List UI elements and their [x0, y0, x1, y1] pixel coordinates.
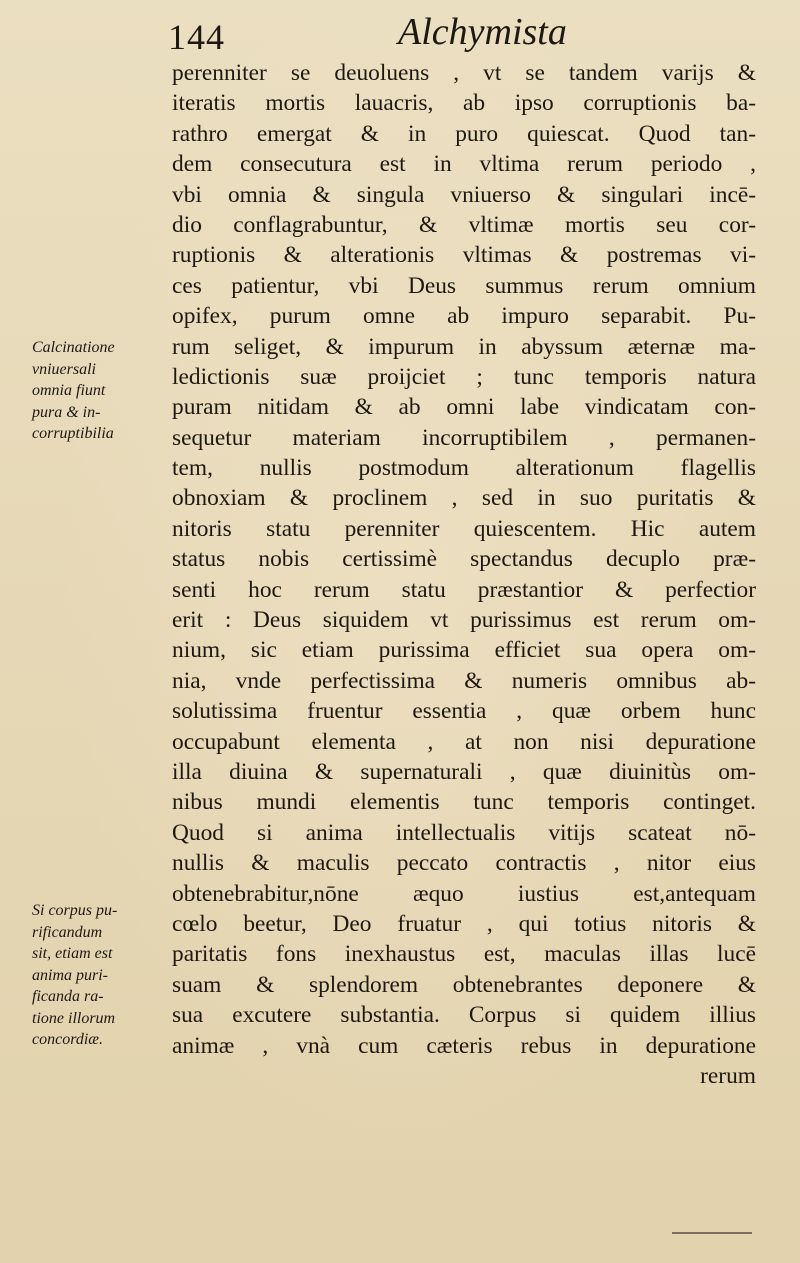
margin-note-line: vniuersali	[32, 360, 96, 378]
text-line: sequetur materiam incorruptibilem , permanen-	[172, 424, 756, 451]
text-line: rathro emergat & in puro quiescat. Quod tan-	[172, 120, 756, 147]
catchword: rerum	[700, 1062, 756, 1089]
margin-note-line: Si corpus pu-	[32, 902, 118, 919]
text-line: nibus mundi elementis tunc temporis continget.	[172, 789, 756, 816]
text-line: ledictionis suæ proijciet ; tunc temporis natura	[172, 363, 756, 390]
text-line: perenniter se deuoluens , vt se tandem varijs &	[172, 60, 756, 86]
text-line: status nobis certissimè spectandus decuplo præ-	[172, 546, 756, 573]
text-line: dem consecutura est in vltima rerum periodo ,	[172, 151, 756, 178]
margin-note-line: rificandum	[32, 923, 103, 941]
text-line: obtenebrabitur,nōne æquo iustius est,antequam	[172, 880, 756, 907]
margin-note-line: anima puri-	[32, 966, 108, 984]
text-line: senti hoc rerum statu præstantior & perfectior	[172, 576, 756, 603]
margin-note-line: sit, etiam est	[32, 945, 113, 962]
text-line: erit : Deus siquidem vt purissimus est rerum om-	[172, 607, 756, 634]
text-line: vbi omnia & singula vniuerso & singulari incē-	[172, 181, 756, 208]
margin-note-line: omnia fiunt	[32, 382, 106, 399]
margin-note-line: tione illorum	[32, 1009, 116, 1027]
body-text	[172, 58, 756, 1091]
text-line: iteratis mortis lauacris, ab ipso corruptionis ba-	[172, 90, 756, 117]
text-line: nium, sic etiam purissima efficiet sua opera om-	[172, 637, 756, 664]
text-line: puram nitidam & ab omni labe vindicatam con-	[172, 394, 756, 421]
text-line: rum seliget, & impurum in abyssum æternæ ma-	[172, 333, 756, 360]
footer-rule	[672, 1232, 752, 1234]
text-line: suam & splendorem obtenebrantes deponere &	[172, 971, 756, 998]
text-line: sua excutere substantia. Corpus si quidem illius	[172, 1002, 756, 1029]
text-line: opifex, purum omne ab impuro separabit. Pu-	[172, 303, 756, 330]
margin-note-line: Calcinatione	[32, 339, 115, 356]
text-line: nullis & maculis peccato contractis , nitor eius	[172, 850, 756, 877]
margin-note-line: pura & in-	[32, 403, 101, 421]
text-line: nia, vnde perfectissima & numeris omnibus ab-	[172, 667, 756, 694]
text-line: nitoris statu perenniter quiescentem. Hic autem	[172, 515, 756, 542]
text-line: paritatis fons inexhaustus est, maculas illas lucē	[172, 941, 756, 968]
margin-note-line: ficanda ra-	[32, 988, 104, 1005]
page-header	[168, 10, 638, 56]
page-number: 144	[168, 17, 225, 57]
margin-note-line: corruptibilia	[32, 425, 114, 442]
text-line: Quod si anima intellectualis vitijs scateat nō-	[172, 819, 756, 846]
running-head: Alchymista	[398, 11, 567, 53]
margin-note-soul-purification	[32, 900, 168, 1051]
margin-note-calcination	[32, 337, 168, 445]
text-line: ruptionis & alterationis vltimas & postremas vi-	[172, 242, 756, 269]
text-line: tem, nullis postmodum alterationum flagellis	[172, 455, 756, 482]
text-line: occupabunt elementa , at non nisi depuratione	[172, 728, 756, 755]
margin-note-line: concordiæ.	[32, 1031, 103, 1048]
text-line: animæ , vnà cum cæteris rebus in depuratione	[172, 1032, 756, 1059]
text-line: solutissima fruentur essentia , quæ orbem hunc	[172, 698, 756, 725]
text-line: cœlo beetur, Deo fruatur , qui totius nitoris &	[172, 910, 756, 937]
text-line: obnoxiam & proclinem , sed in suo puritatis &	[172, 485, 756, 512]
text-line: dio conflagrabuntur, & vltimæ mortis seu cor-	[172, 211, 756, 238]
text-line: ces patientur, vbi Deus summus rerum omnium	[172, 272, 756, 299]
text-line: illa diuina & supernaturali , quæ diuinitùs om-	[172, 758, 756, 785]
